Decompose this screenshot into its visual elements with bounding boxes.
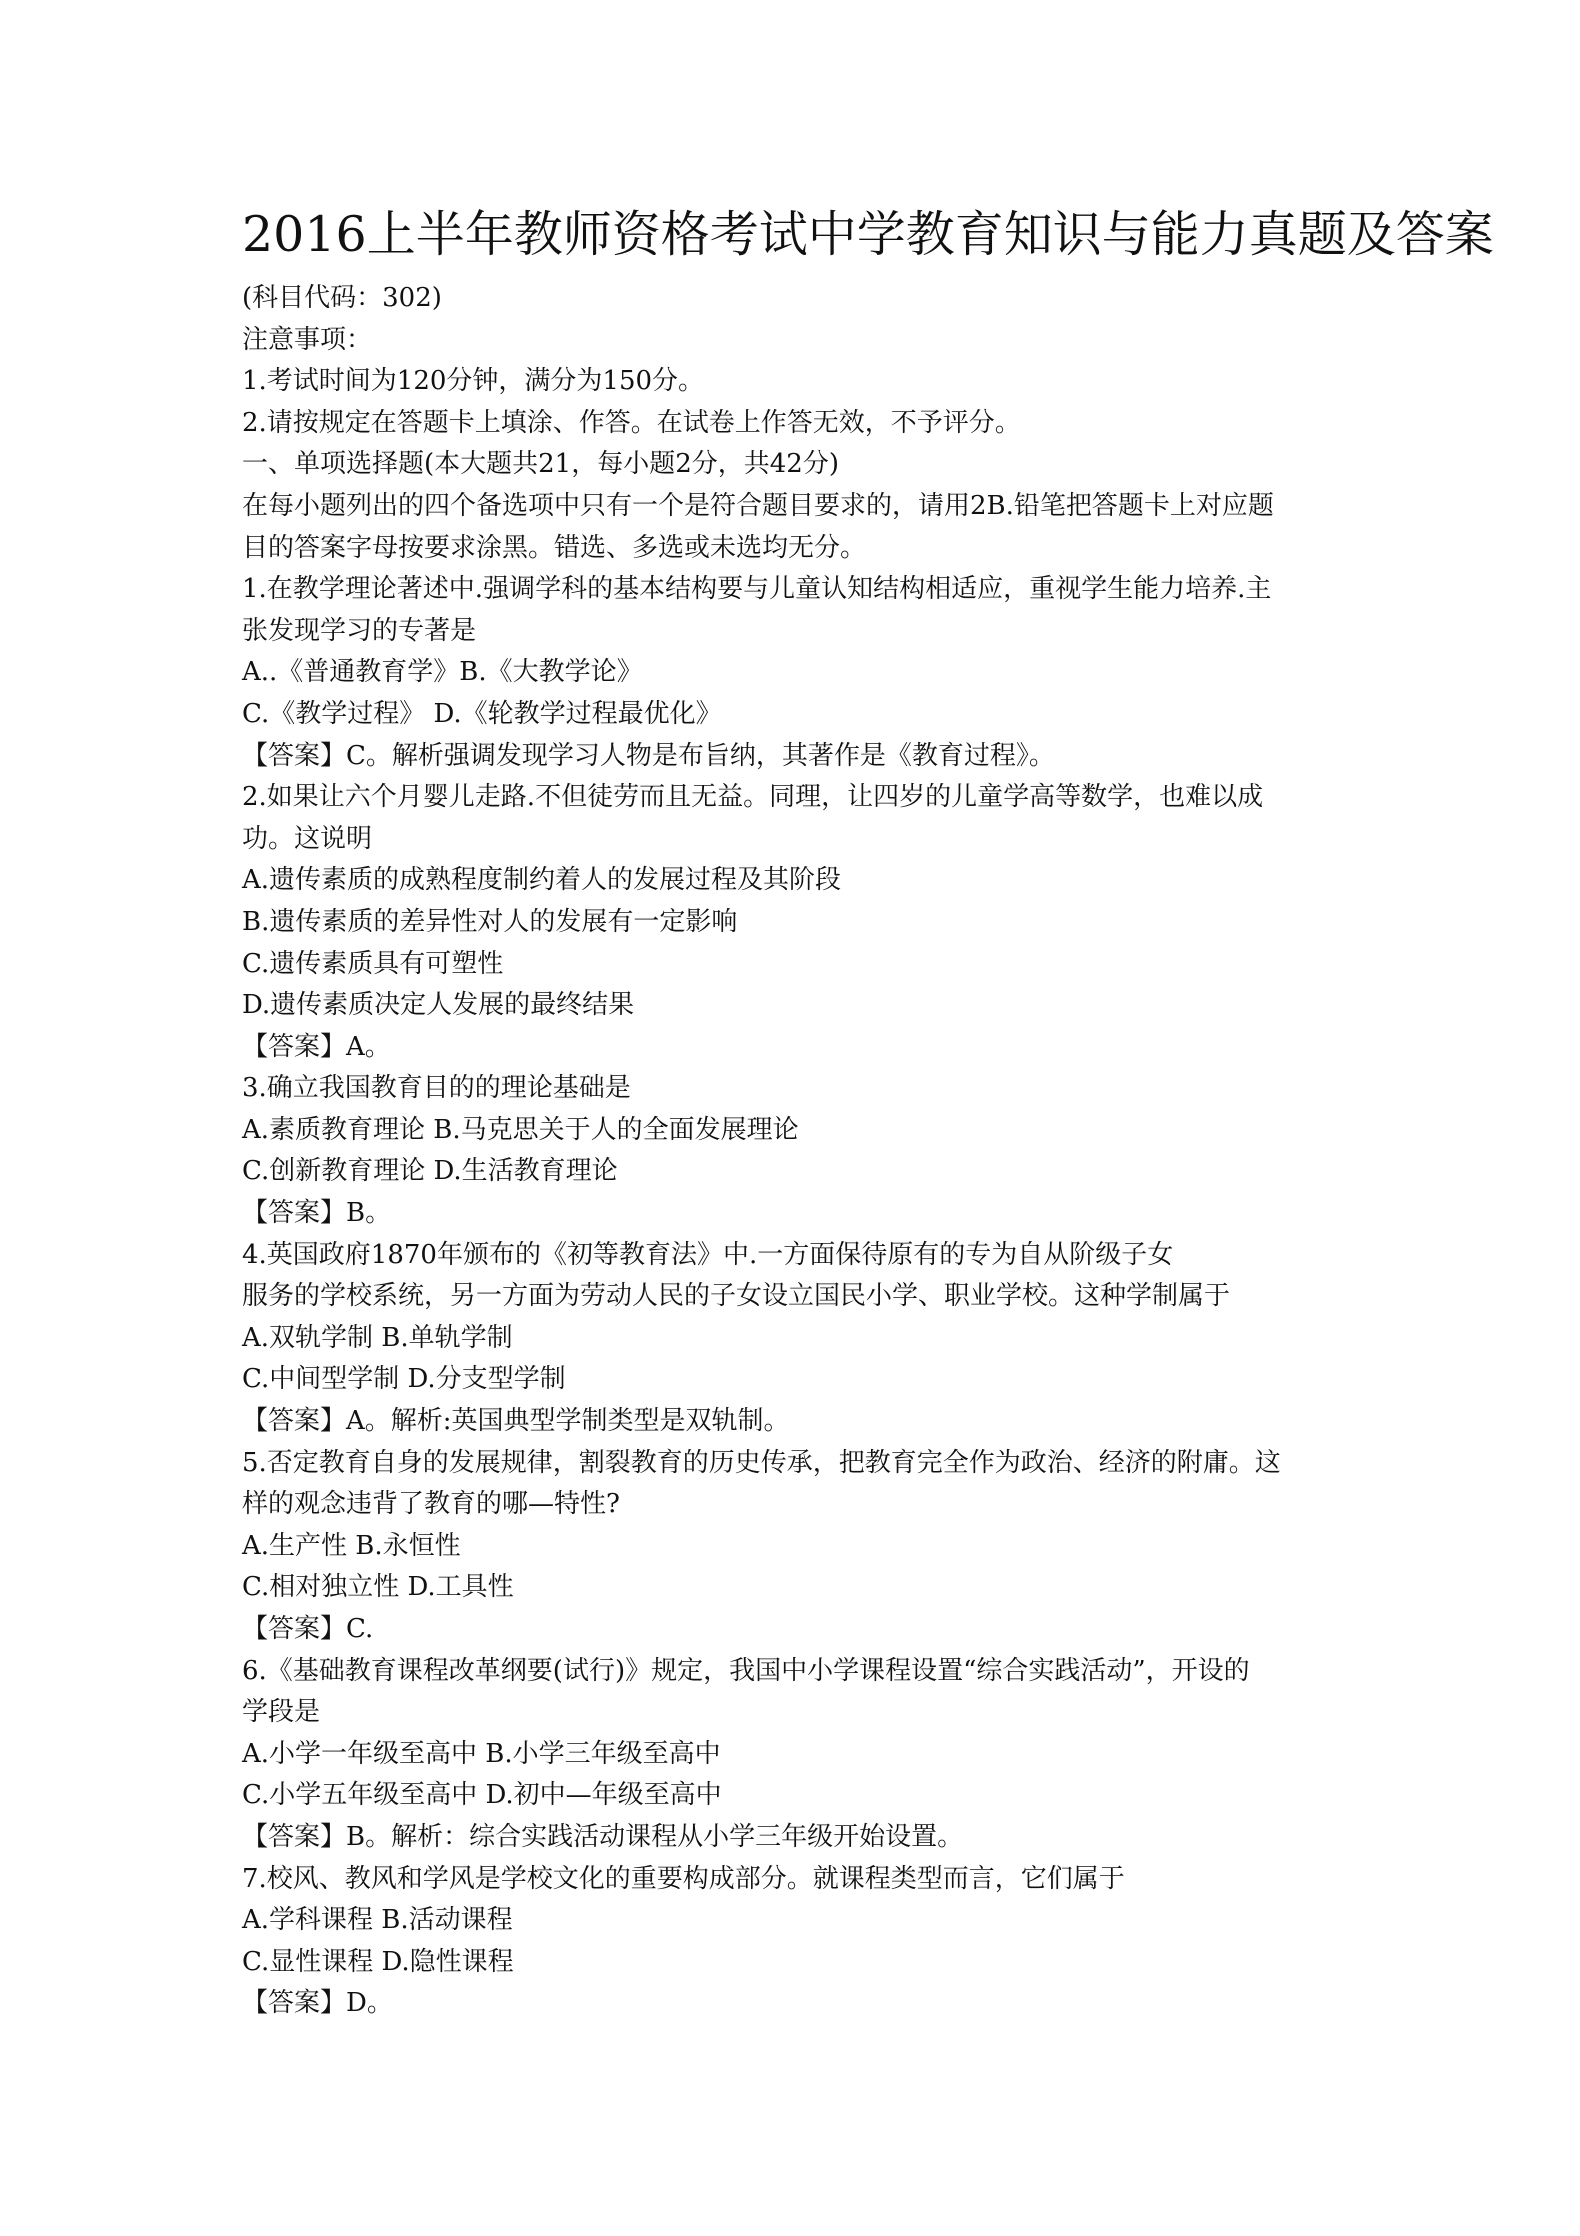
document-title: 2016上半年教师资格考试中学教育知识与能力真题及答案 — [242, 206, 1494, 263]
text-line: 2.请按规定在答题卡上填涂、作答。在试卷上作答无效，不予评分。 — [242, 407, 1021, 438]
text-line: 在每小题列出的四个备选项中只有一个是符合题目要求的，请用2B.铅笔把答题卡上对应题 — [242, 490, 1274, 521]
text-line: 2.如果让六个月婴儿走路.不但徒劳而且无益。同理，让四岁的儿童学高等数学，也难以成 — [242, 782, 1264, 813]
text-line: 【答案】C. — [242, 1614, 374, 1644]
text-line: 目的答案字母按要求涂黑。错选、多选或未选均无分。 — [242, 532, 867, 563]
text-line: 一、单项选择题(本大题共21，每小题2分，共42分) — [242, 449, 839, 480]
text-line: 【答案】B。 — [242, 1198, 392, 1229]
text-line: 5.否定教育自身的发展规律，割裂教育的历史传承，把教育完全作为政治、经济的附庸。这 — [242, 1447, 1281, 1478]
text-line: C.《教学过程》 D.《轮教学过程最优化》 — [242, 698, 722, 729]
text-line: C.相对独立性 D.工具性 — [242, 1572, 514, 1603]
text-line: (科目代码：302) — [242, 283, 442, 313]
text-line: C.显性课程 D.隐性课程 — [242, 1946, 514, 1977]
text-line: 7.校风、教风和学风是学校文化的重要构成部分。就课程类型而言，它们属于 — [242, 1863, 1125, 1894]
text-line: 样的观念违背了教育的哪—特性? — [242, 1489, 620, 1520]
text-line: A..《普通教育学》B.《大教学论》 — [242, 657, 643, 688]
text-line: A.学科课程 B.活动课程 — [242, 1905, 513, 1936]
text-line: 4.英国政府1870年颁布的《初等教育法》中.一方面保待原有的专为自从阶级子女 — [242, 1239, 1174, 1270]
text-line: 【答案】B。解析：综合实践活动课程从小学三年级开始设置。 — [242, 1821, 964, 1852]
text-line: C.小学五年级至高中 D.初中—年级至高中 — [242, 1780, 722, 1811]
text-line: 服务的学校系统，另一方面为劳动人民的子女设立国民小学、职业学校。这种学制属于 — [242, 1281, 1231, 1312]
text-line: 3.确立我国教育目的的理论基础是 — [242, 1073, 631, 1104]
text-line: 【答案】C。解析强调发现学习人物是布旨纳，其著作是《教育过程》。 — [242, 740, 1055, 771]
text-line: 【答案】A。解析:英国典型学制类型是双轨制。 — [242, 1406, 790, 1437]
text-line: 【答案】D。 — [242, 1988, 393, 2019]
text-line: 6.《基础教育课程改革纲要(试行)》规定，我国中小学课程设置“综合实践活动”，开设的 — [242, 1655, 1250, 1686]
text-line: 【答案】A。 — [242, 1031, 391, 1062]
text-line: 1.在教学理论著述中.强调学科的基本结构要与儿童认知结构相适应，重视学生能力培养.主 — [242, 574, 1272, 605]
text-line: C.创新教育理论 D.生活教育理论 — [242, 1156, 618, 1187]
text-line: 注意事项： — [242, 324, 373, 355]
text-line: 学段是 — [242, 1697, 321, 1728]
text-line: C.中间型学制 D.分支型学制 — [242, 1364, 566, 1395]
text-line: A.遗传素质的成熟程度制约着人的发展过程及其阶段 — [242, 865, 842, 896]
text-line: B.遗传素质的差异性对人的发展有一定影响 — [242, 906, 738, 937]
text-line: C.遗传素质具有可塑性 — [242, 948, 504, 979]
text-line: A.双轨学制 B.单轨学制 — [242, 1322, 513, 1353]
text-line: 1.考试时间为120分钟，满分为150分。 — [242, 366, 705, 397]
document-body — [242, 278, 1352, 2025]
text-line: D.遗传素质决定人发展的最终结果 — [242, 990, 635, 1021]
text-line: A.生产性 B.永恒性 — [242, 1530, 461, 1561]
text-line: A.素质教育理论 B.马克思关于人的全面发展理论 — [242, 1114, 799, 1145]
text-line: 张发现学习的专著是 — [242, 615, 477, 646]
text-line: A.小学一年级至高中 B.小学三年级至高中 — [242, 1738, 721, 1769]
text-line: 功。这说明 — [242, 823, 373, 854]
